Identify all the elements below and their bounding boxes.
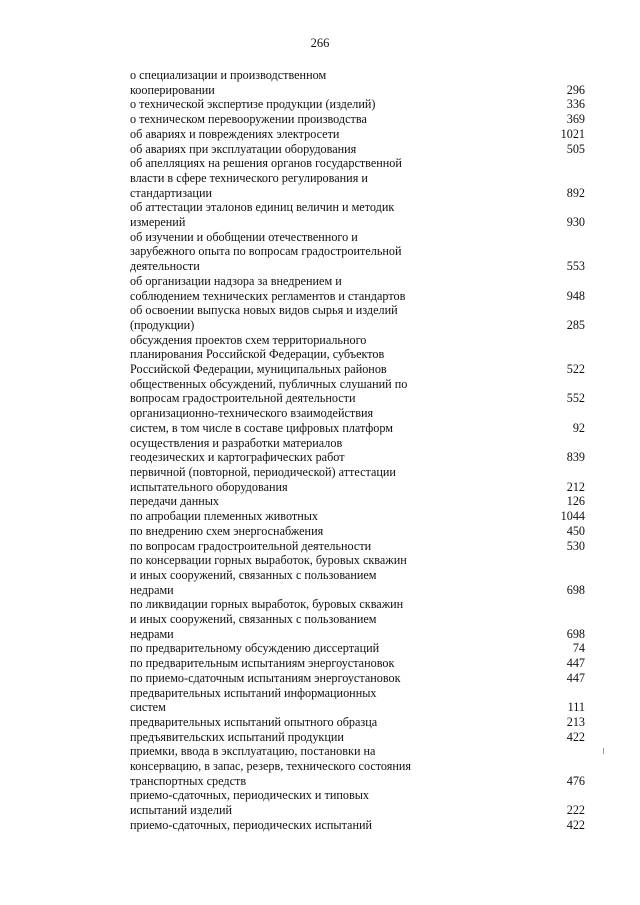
entry-text — [130, 230, 455, 274]
entry-text-line: о специализации и производственном — [130, 68, 327, 82]
entry-text — [130, 818, 455, 833]
index-entry — [130, 509, 585, 524]
index-entry — [130, 200, 585, 229]
entry-text-line: о технической экспертизе продукции (изделий) — [130, 97, 376, 112]
entry-number: 126 — [566, 494, 585, 509]
entry-text-line: предварительных испытаний опытного образца — [130, 714, 378, 729]
index-entry — [130, 303, 585, 332]
entry-number: 1044 — [560, 509, 585, 524]
entry-number: 930 — [566, 215, 585, 230]
entry-text-line: недрами — [130, 626, 174, 641]
entry-number: 369 — [566, 112, 585, 127]
entry-number: 948 — [566, 288, 585, 303]
index-entry — [130, 465, 585, 494]
entry-text-line: по консервации горных выработок, буровых скважин — [130, 553, 407, 568]
entry-text-line: планирования Российской Федерации, субъектов — [130, 347, 385, 362]
index-entry — [130, 377, 585, 406]
entry-text — [130, 112, 455, 127]
entry-text-line: общественных обсуждений, публичных слушаний по — [130, 376, 408, 391]
entry-number: 285 — [566, 317, 585, 332]
entry-number: 476 — [566, 773, 585, 788]
entry-number: 698 — [566, 626, 585, 641]
index-entry — [130, 730, 585, 745]
index-entry — [130, 539, 585, 554]
entry-text — [130, 744, 455, 788]
entry-text-line: по предварительным испытаниям энергоустановок — [130, 656, 395, 671]
index-entry — [130, 112, 585, 127]
entry-text-line: приемо-сдаточных, периодических и типовых — [130, 788, 370, 803]
entry-text-line: недрами — [130, 582, 174, 597]
index-entry — [130, 494, 585, 509]
index-entry — [130, 744, 585, 788]
index-entry-list — [130, 68, 585, 833]
entry-number: 530 — [566, 538, 585, 553]
entry-text — [130, 68, 455, 97]
entry-text — [130, 509, 455, 524]
entry-text-line: консервацию, в запас, резерв, технического состояния — [130, 759, 412, 774]
index-entry — [130, 156, 585, 200]
entry-text-line: соблюдением технических регламентов и стандартов — [130, 288, 406, 303]
entry-text-line: измерений — [130, 215, 186, 230]
entry-text — [130, 641, 455, 656]
entry-text-line: систем — [130, 700, 166, 715]
entry-text — [130, 524, 455, 539]
entry-text — [130, 303, 455, 332]
entry-text — [130, 274, 455, 303]
index-entry — [130, 142, 585, 157]
entry-text-line: зарубежного опыта по вопросам градостроительной — [130, 244, 402, 259]
index-entry — [130, 274, 585, 303]
entry-text — [130, 539, 455, 554]
page-number: 266 — [310, 36, 330, 50]
entry-number: 505 — [566, 141, 585, 156]
index-entry — [130, 553, 585, 597]
entry-text-line: вопросам градостроительной деятельности — [130, 391, 356, 406]
entry-number: 336 — [566, 97, 585, 112]
index-entry — [130, 656, 585, 671]
entry-number: 698 — [566, 582, 585, 597]
entry-text-line: по вопросам градостроительной деятельности — [130, 538, 372, 553]
index-entry — [130, 715, 585, 730]
entry-text — [130, 671, 455, 686]
entry-text-line: кооперировании — [130, 82, 215, 97]
entry-text-line: по апробации племенных животных — [130, 509, 319, 524]
index-entry — [130, 671, 585, 686]
entry-text-line: приемки, ввода в эксплуатацию, постановки на — [130, 744, 376, 759]
entry-text-line: Российской Федерации, муниципальных районов — [130, 362, 387, 377]
entry-text — [130, 333, 455, 377]
entry-text — [130, 715, 455, 730]
entry-text-line: власти в сфере технического регулирования и — [130, 170, 368, 185]
entry-text — [130, 597, 455, 641]
entry-text-line: и иных сооружений, связанных с пользованием — [130, 567, 377, 582]
entry-number: 111 — [567, 700, 585, 715]
entry-number: 839 — [566, 450, 585, 465]
entry-text — [130, 436, 455, 465]
entry-text-line: передачи данных — [130, 494, 220, 509]
entry-text-line: об аттестации эталонов единиц величин и методик — [130, 200, 395, 215]
entry-text — [130, 686, 455, 715]
entry-text-line: об освоении выпуска новых видов сырья и изделий — [130, 303, 398, 318]
index-entry — [130, 333, 585, 377]
index-entry — [130, 686, 585, 715]
entry-text — [130, 97, 455, 112]
index-entry — [130, 788, 585, 817]
index-entry — [130, 818, 585, 833]
entry-text-line: приемо-сдаточных, периодических испытаний — [130, 817, 373, 832]
entry-text-line: первичной (повторной, периодической) аттестации — [130, 464, 396, 479]
index-entry — [130, 597, 585, 641]
entry-text — [130, 788, 455, 817]
entry-text-line: геодезических и картографических работ — [130, 450, 345, 465]
entry-number: 92 — [572, 420, 585, 435]
entry-text-line: систем, в том числе в составе цифровых платформ — [130, 420, 393, 435]
index-entry — [130, 127, 585, 142]
entry-text — [130, 553, 455, 597]
entry-text-line: стандартизации — [130, 185, 212, 200]
entry-text-line: предварительных испытаний информационных — [130, 685, 377, 700]
entry-text — [130, 730, 455, 745]
index-entry — [130, 641, 585, 656]
entry-number: 222 — [566, 803, 585, 818]
index-entry — [130, 436, 585, 465]
entry-text — [130, 142, 455, 157]
entry-text-line: об авариях при эксплуатации оборудования — [130, 141, 357, 156]
entry-number: 892 — [566, 185, 585, 200]
entry-number: 296 — [566, 82, 585, 97]
entry-number: 553 — [566, 259, 585, 274]
entry-number: 212 — [566, 479, 585, 494]
entry-text-line: о техническом перевооружении производства — [130, 112, 367, 127]
entry-text-line: испытательного оборудования — [130, 479, 288, 494]
entry-text-line: деятельности — [130, 259, 200, 274]
entry-text-line: по ликвидации горных выработок, буровых скважин — [130, 597, 404, 612]
entry-text-line: осуществления и разработки материалов — [130, 435, 343, 450]
entry-text — [130, 465, 455, 494]
entry-number: 74 — [572, 641, 585, 656]
entry-text-line: испытаний изделий — [130, 803, 232, 818]
index-entry — [130, 230, 585, 274]
entry-text-line: об авариях и повреждениях электросети — [130, 126, 340, 141]
entry-number: 422 — [566, 729, 585, 744]
entry-number: 447 — [566, 656, 585, 671]
entry-number: 447 — [566, 670, 585, 685]
entry-text — [130, 200, 455, 229]
entry-number: 422 — [566, 817, 585, 832]
index-entry — [130, 97, 585, 112]
entry-number: 1021 — [560, 126, 585, 141]
index-entry — [130, 524, 585, 539]
entry-text-line: обсуждения проектов схем территориального — [130, 332, 367, 347]
entry-text — [130, 377, 455, 406]
entry-number: 213 — [566, 714, 585, 729]
entry-text-line: и иных сооружений, связанных с пользованием — [130, 612, 377, 627]
entry-text — [130, 406, 455, 435]
entry-text — [130, 156, 455, 200]
entry-text-line: по приемо-сдаточным испытаниям энергоустановок — [130, 670, 401, 685]
entry-text-line: предъявительских испытаний продукции — [130, 729, 344, 744]
entry-text — [130, 127, 455, 142]
entry-text — [130, 656, 455, 671]
entry-text-line: об апелляциях на решения органов государственной — [130, 156, 402, 171]
entry-text — [130, 494, 455, 509]
scan-artifact-mark — [603, 748, 604, 754]
index-entry — [130, 406, 585, 435]
entry-number: 552 — [566, 391, 585, 406]
entry-number: 522 — [566, 362, 585, 377]
entry-text-line: об изучении и обобщении отечественного и — [130, 229, 358, 244]
entry-text-line: об организации надзора за внедрением и — [130, 273, 342, 288]
index-entry — [130, 68, 585, 97]
entry-text-line: (продукции) — [130, 317, 195, 332]
entry-number: 450 — [566, 523, 585, 538]
entry-text-line: по предварительному обсуждению диссертаций — [130, 641, 380, 656]
entry-text-line: транспортных средств — [130, 773, 247, 788]
entry-text-line: организационно-технического взаимодействия — [130, 406, 374, 421]
entry-text-line: по внедрению схем энергоснабжения — [130, 523, 324, 538]
